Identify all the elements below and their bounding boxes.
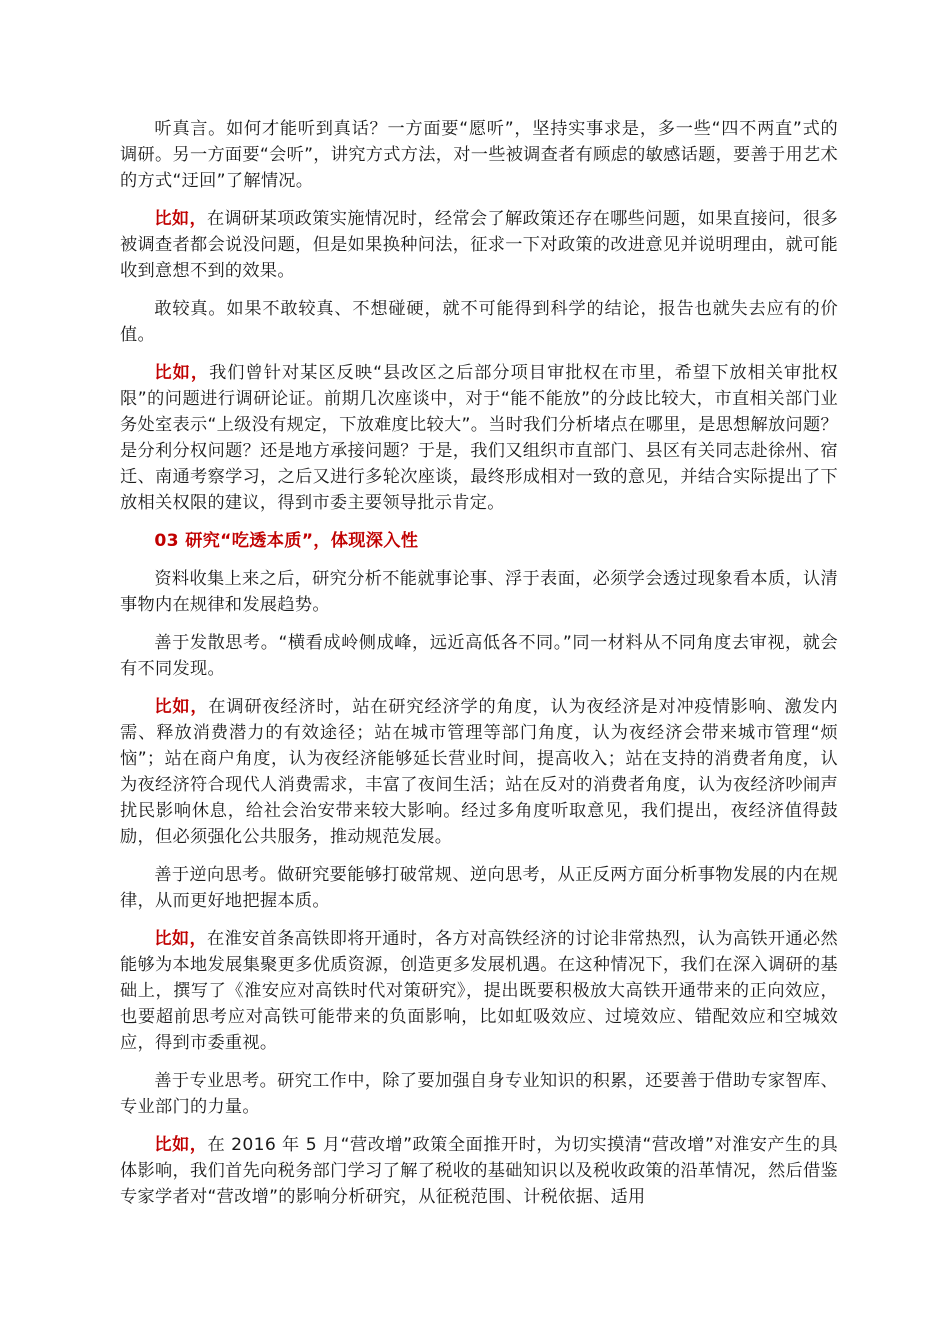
paragraph-reverse-thinking xyxy=(120,862,838,914)
example-lead: 比如， xyxy=(154,929,207,949)
example-lead: 比如， xyxy=(154,363,210,383)
paragraph-text: 善于专业思考。研究工作中，除了要加强自身专业知识的积累，还要善于借助专家智库、专业部门的力量。 xyxy=(120,1071,838,1117)
paragraph-example-night-economy xyxy=(120,694,838,850)
paragraph-text: 在调研某项政策实施情况时，经常会了解政策还存在哪些问题，如果直接问，很多被调查者都会说没问题，但是如果换种问法，征求一下对政策的改进意见并说明理由，就可能收到意想不到的效果。 xyxy=(120,209,838,281)
section-heading-03: 03 研究“吃透本质”，体现深入性 xyxy=(154,531,419,551)
paragraph-text: 听真言。如何才能听到真话？一方面要“愿听”，坚持实事求是，多一些“四不两直”式的调研。另一方面要“会听”，讲究方式方法，对一些被调查者有顾虑的敏感话题，要善于用艺术的方式“迂回”了解情况。 xyxy=(120,119,838,191)
paragraph-dare-serious xyxy=(120,296,838,348)
example-lead: 比如， xyxy=(154,697,209,717)
paragraph-text: 善于发散思考。“横看成岭侧成峰，远近高低各不同。”同一材料从不同角度去审视，就会有不同发现。 xyxy=(120,633,838,679)
paragraph-text: 敢较真。如果不敢较真、不想碰硬，就不可能得到科学的结论，报告也就失去应有的价值。 xyxy=(120,299,838,345)
document-page xyxy=(120,116,838,1222)
paragraph-text: 在淮安首条高铁即将开通时，各方对高铁经济的讨论非常热烈，认为高铁开通必然能够为本地发展集聚更多优质资源，创造更多发展机遇。在这种情况下，我们在深入调研的基础上，撰写了《淮安应对高铁时代对策研究》，提出既要积极放大高铁开通带来的正向效应，也要超前思考应对高铁可能带来的负面影响，比如虹吸效应、过境效应、错配效应和空城效应，得到市委重视。 xyxy=(120,929,838,1053)
paragraph-professional-thinking xyxy=(120,1068,838,1120)
paragraph-text: 资料收集上来之后，研究分析不能就事论事、浮于表面，必须学会透过现象看本质，认清事物内在规律和发展趋势。 xyxy=(120,569,838,615)
paragraph-example-vat-reform xyxy=(120,1132,838,1210)
example-lead: 比如， xyxy=(154,209,207,229)
paragraph-example-high-speed-rail xyxy=(120,926,838,1056)
paragraph-essence-intro xyxy=(120,566,838,618)
paragraph-example-policy xyxy=(120,206,838,284)
paragraph-listen-truth xyxy=(120,116,838,194)
paragraph-text: 在 2016 年 5 月“营改增”政策全面推开时，为切实摸清“营改增”对淮安产生的具体影响，我们首先向税务部门学习了解了税收的基础知识以及税收政策的沿革情况，然后借鉴专家学者对“营改增”的影响分析研究，从征税范围、计税依据、适用 xyxy=(120,1135,838,1207)
example-lead: 比如， xyxy=(154,1135,208,1155)
paragraph-text: 我们曾针对某区反映“县改区之后部分项目审批权在市里，希望下放相关审批权限”的问题进行调研论证。前期几次座谈中，对于“能不能放”的分歧比较大，市直相关部门业务处室表示“上级没有规定，下放难度比较大”。当时我们分析堵点在哪里，是思想解放问题？是分利分权问题？还是地方承接问题？于是，我们又组织市直部门、县区有关同志赴徐州、宿迁、南通考察学习，之后又进行多轮次座谈，最终形成相对一致的意见，并结合实际提出了下放相关权限的建议，得到市委主要领导批示肯定。 xyxy=(120,363,838,513)
paragraph-divergent-thinking xyxy=(120,630,838,682)
paragraph-text: 善于逆向思考。做研究要能够打破常规、逆向思考，从正反两方面分析事物发展的内在规律，从而更好地把握本质。 xyxy=(120,865,838,911)
paragraph-text: 在调研夜经济时，站在研究经济学的角度，认为夜经济是对冲疫情影响、激发内需、释放消费潜力的有效途径；站在城市管理等部门角度，认为夜经济会带来城市管理“烦恼”；站在商户角度，认为夜经济能够延长营业时间，提高收入；站在支持的消费者角度，认为夜经济符合现代人消费需求，丰富了夜间生活；站在反对的消费者角度，认为夜经济吵闹声扰民影响休息，给社会治安带来较大影响。经过多角度听取意见，我们提出，夜经济值得鼓励，但必须强化公共服务，推动规范发展。 xyxy=(120,697,838,847)
paragraph-example-approval xyxy=(120,360,838,516)
